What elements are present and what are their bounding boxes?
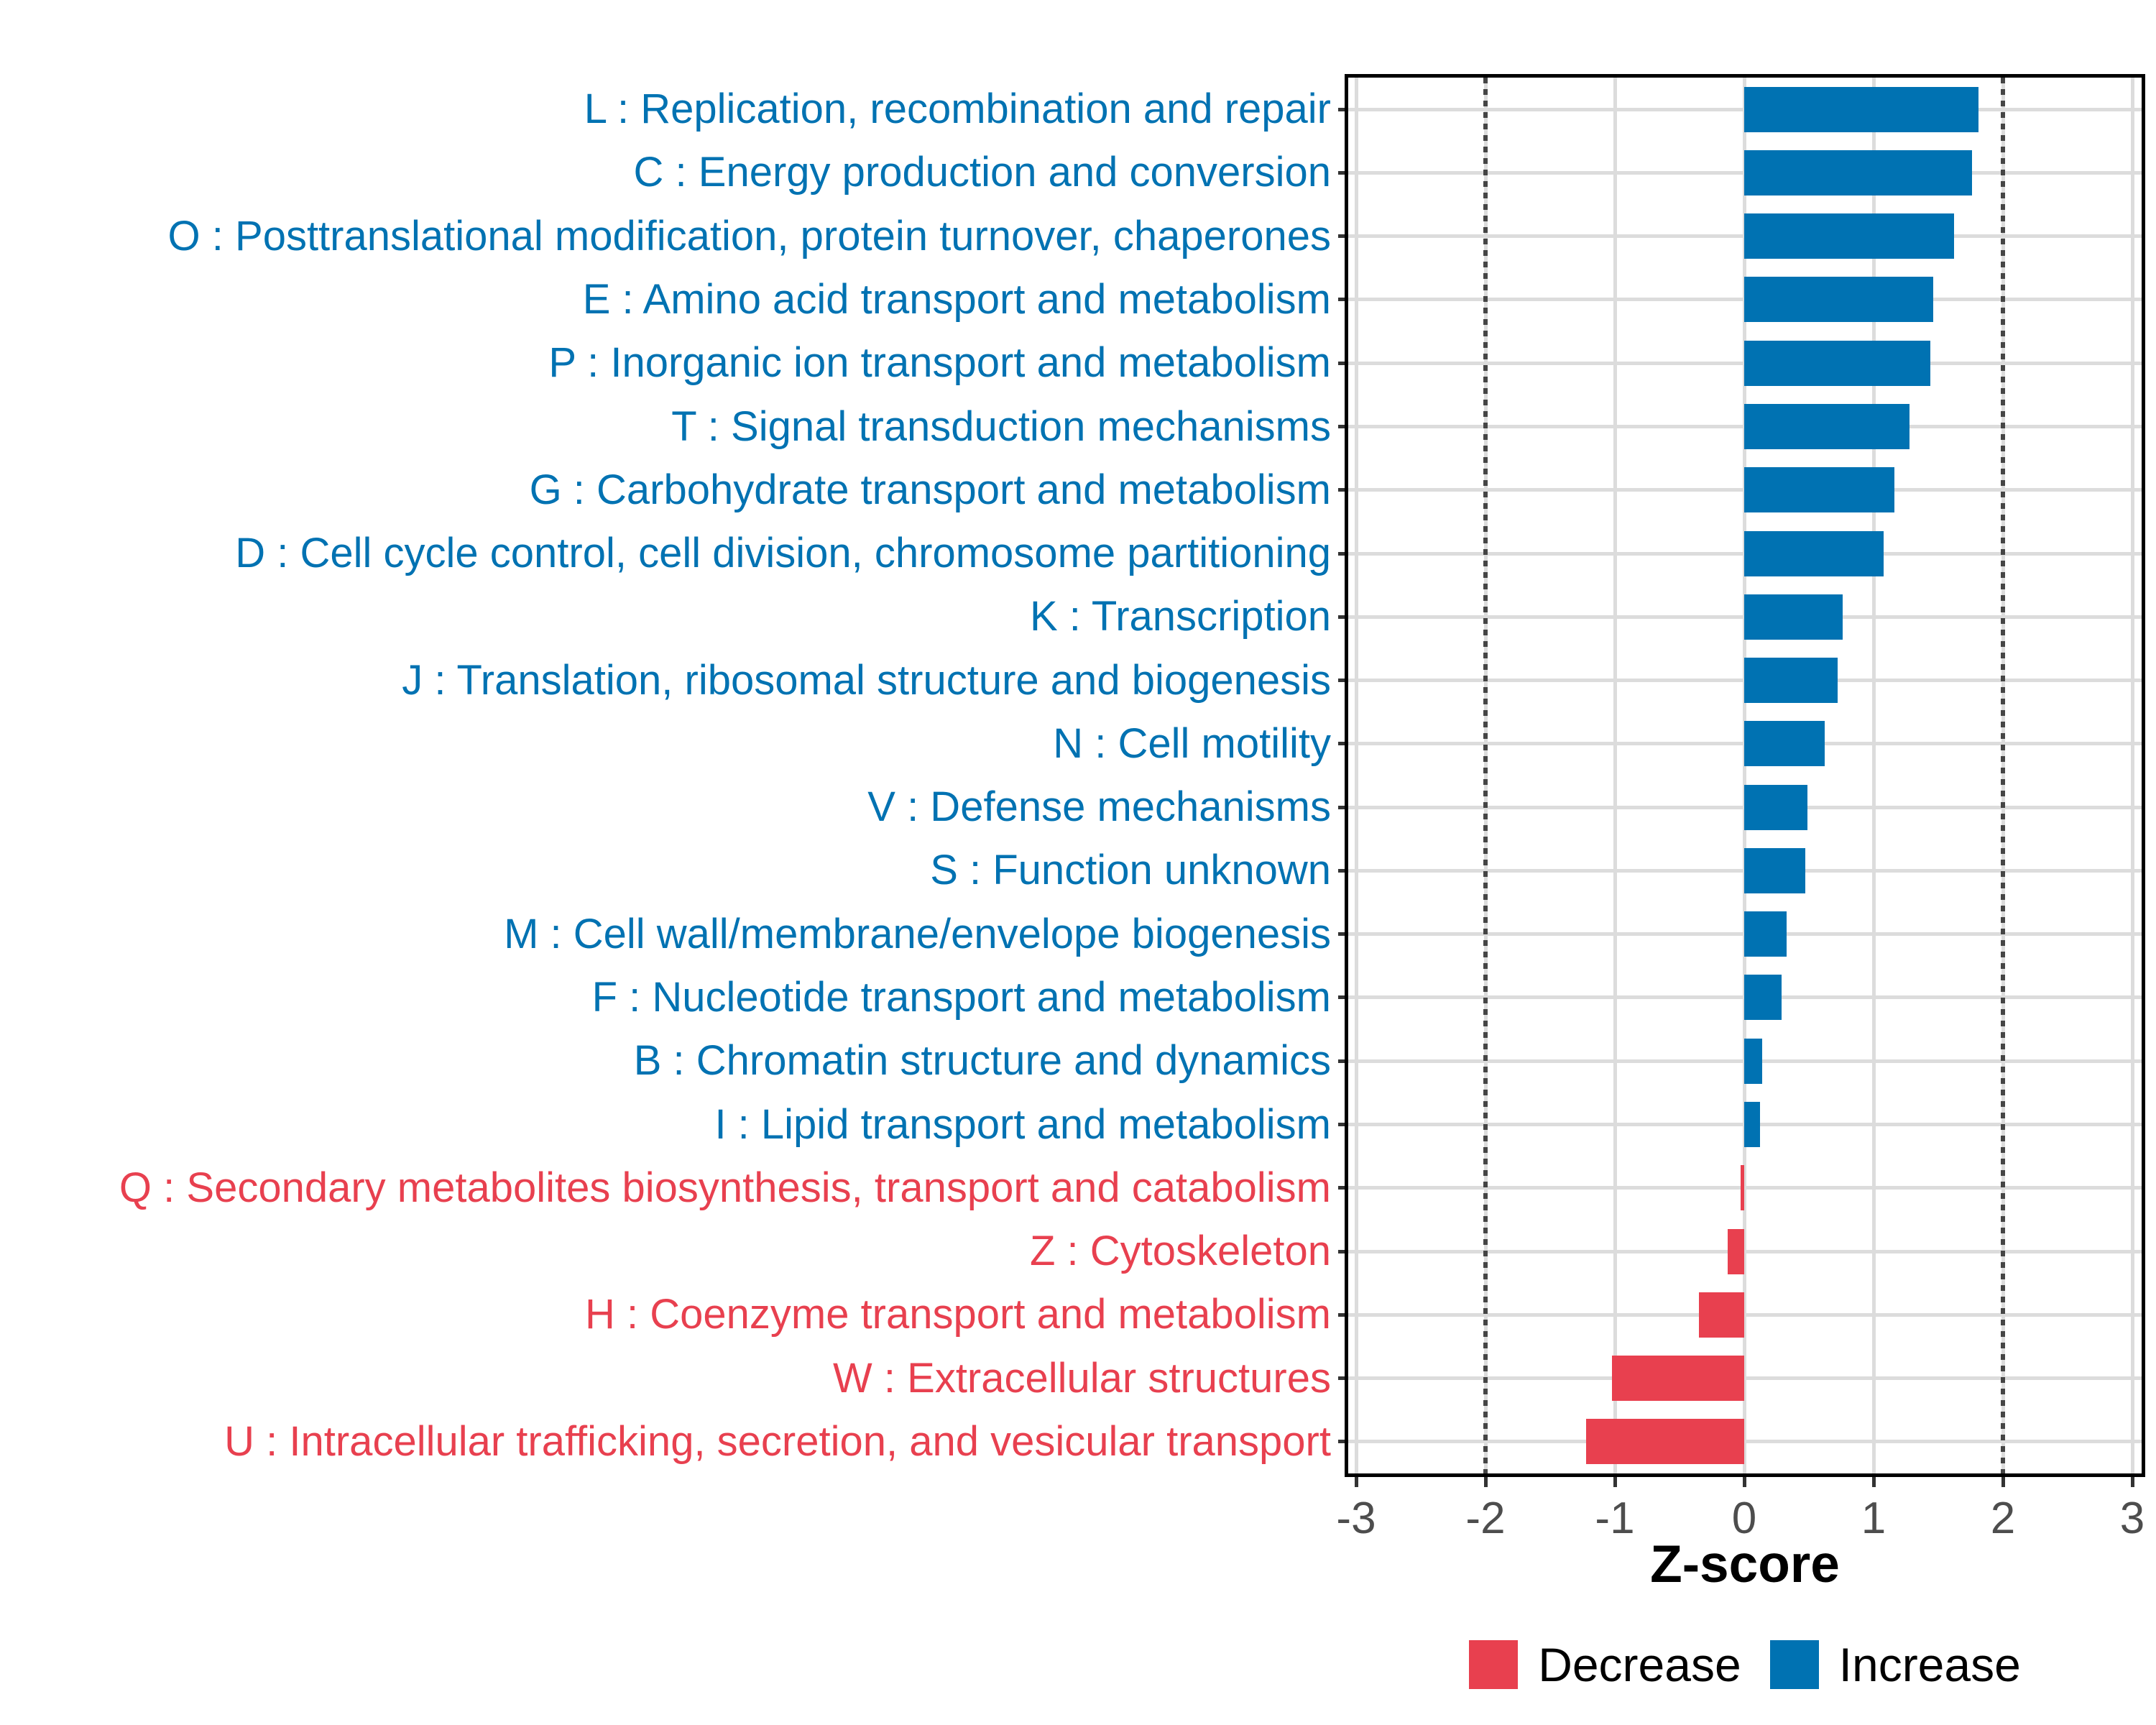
legend-swatch-decrease [1469, 1640, 1518, 1689]
x-tick-label: 3 [2119, 1494, 2145, 1543]
category-label: K : Transcription [1029, 593, 1331, 640]
category-label: W : Extracellular structures [833, 1354, 1331, 1402]
legend-item-decrease [1469, 1640, 1741, 1689]
category-label: B : Chromatin structure and dynamics [633, 1037, 1331, 1085]
x-tick-label: -3 [1336, 1494, 1376, 1543]
category-label: P : Inorganic ion transport and metabolism [548, 339, 1331, 387]
legend-label: Increase [1838, 1638, 2021, 1691]
x-tick [2001, 1477, 2005, 1487]
category-label: S : Function unknown [930, 847, 1331, 894]
category-label: F : Nucleotide transport and metabolism [591, 973, 1331, 1021]
category-label: Q : Secondary metabolites biosynthesis, transport and catabolism [119, 1164, 1331, 1211]
legend-swatch-increase [1770, 1640, 1819, 1689]
x-tick-label: -2 [1465, 1494, 1506, 1543]
category-label: Z : Cytoskeleton [1029, 1228, 1331, 1275]
category-label: M : Cell wall/membrane/envelope biogenesis [504, 910, 1331, 957]
category-label: D : Cell cycle control, cell division, chromosome partitioning [235, 530, 1331, 577]
category-label: T : Signal transduction mechanisms [671, 402, 1331, 450]
x-tick-label: -1 [1595, 1494, 1635, 1543]
category-label: E : Amino acid transport and metabolism [582, 275, 1331, 323]
category-label: H : Coenzyme transport and metabolism [585, 1291, 1331, 1338]
x-tick [1872, 1477, 1876, 1487]
category-label: N : Cell motility [1053, 719, 1331, 767]
category-label: V : Defense mechanisms [867, 783, 1331, 831]
x-tick [1743, 1477, 1746, 1487]
x-axis-title: Z-score [1650, 1535, 1840, 1593]
legend-label: Decrease [1538, 1638, 1741, 1691]
x-tick-label: 1 [1861, 1494, 1886, 1543]
category-label: G : Carbohydrate transport and metabolism [529, 466, 1331, 513]
category-label: O : Posttranslational modification, protein turnover, chaperones [167, 212, 1331, 259]
legend-item-increase [1770, 1640, 2021, 1689]
category-label: L : Replication, recombination and repair [584, 86, 1331, 133]
x-tick [1355, 1477, 1358, 1487]
category-label: I : Lipid transport and metabolism [714, 1100, 1331, 1148]
category-label: J : Translation, ribosomal structure and biogenesis [402, 656, 1331, 704]
category-label: C : Energy production and conversion [633, 149, 1331, 196]
x-tick-label: 0 [1731, 1494, 1757, 1543]
category-label: U : Intracellular trafficking, secretion, and vesicular transport [224, 1417, 1331, 1465]
x-tick [2131, 1477, 2134, 1487]
legend [1348, 1640, 2142, 1689]
x-tick-label: 2 [1990, 1494, 2016, 1543]
x-tick [1484, 1477, 1488, 1487]
x-tick [1613, 1477, 1617, 1487]
